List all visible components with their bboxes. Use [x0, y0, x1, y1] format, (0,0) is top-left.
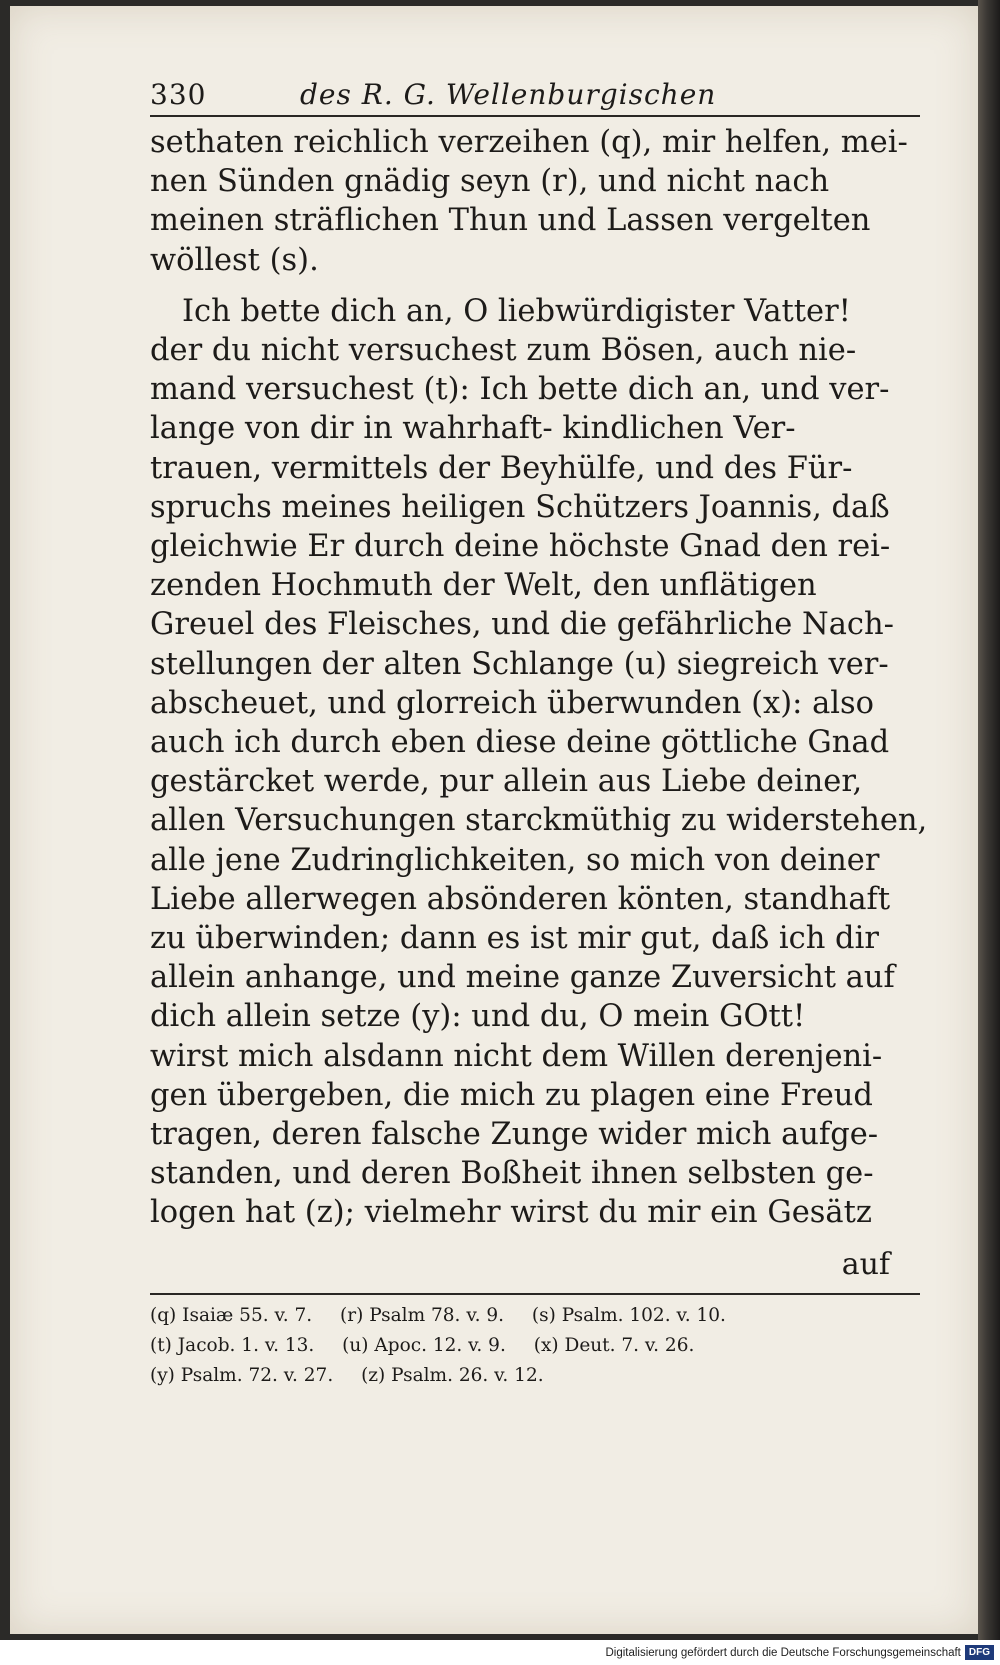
text-line: allen Versuchungen starckmüthig zu widerstehen,	[150, 803, 928, 839]
text-line: standen, und deren Boßheit ihnen selbsten ge-	[150, 1156, 874, 1192]
text-line: Ich bette dich an, O liebwürdigister Vatter!	[182, 293, 851, 329]
text-line: logen hat (z); vielmehr wirst du mir ein Gesätz	[150, 1195, 872, 1231]
book-page	[10, 6, 978, 1634]
text-line: wöllest (s).	[150, 242, 319, 278]
footnote-t: (t) Jacob. 1. v. 13.	[150, 1334, 315, 1356]
running-head	[150, 78, 920, 117]
paragraph-2	[150, 292, 928, 1233]
text-line: Greuel des Fleisches, und die gefährliche Nach-	[150, 607, 894, 643]
funding-credit: Digitalisierung gefördert durch die Deutsche Forschungsgemeinschaft	[605, 1646, 961, 1659]
text-line: gestärcket werde, pur allein aus Liebe deiner,	[150, 764, 863, 800]
footnote-x: (x) Deut. 7. v. 26.	[533, 1334, 695, 1356]
paragraph-1	[150, 123, 920, 280]
text-line: zenden Hochmuth der Welt, den unflätigen	[150, 568, 817, 604]
text-line: zu überwinden; dann es ist mir gut, daß ich dir	[150, 921, 879, 957]
text-line: alle jene Zudringlichkeiten, so mich von deiner	[150, 842, 880, 878]
text-line: abscheuet, und glorreich überwunden (x): also	[150, 685, 875, 721]
text-line: dich allein setze (y): und du, O mein GOtt!	[150, 999, 806, 1035]
text-line: wirst mich alsdann nicht dem Willen derenjeni-	[150, 1038, 883, 1074]
page-number: 330	[150, 78, 207, 111]
text-line: spruchs meines heiligen Schützers Joannis, daß	[150, 489, 890, 525]
digitization-footer	[0, 1640, 1000, 1665]
text-line: meinen sträflichen Thun und Lassen vergelten	[150, 203, 871, 239]
book-spine	[978, 0, 1000, 1640]
footnote-line	[150, 1361, 920, 1391]
page-content	[150, 78, 928, 1391]
text-line: der du nicht versuchest zum Bösen, auch nie-	[150, 333, 857, 369]
text-line: lange von dir in wahrhaft- kindlichen Ver-	[150, 411, 796, 447]
text-line: auch ich durch eben diese deine göttliche Gnad	[150, 725, 890, 761]
text-line: gleichwie Er durch deine höchste Gnad den rei-	[150, 529, 891, 565]
footnote-divider	[150, 1293, 920, 1295]
footnote-s: (s) Psalm. 102. v. 10.	[531, 1304, 726, 1326]
text-line: stellungen der alten Schlange (u) siegreich ver-	[150, 646, 889, 682]
text-line: gen übergeben, die mich zu plagen eine Freud	[150, 1077, 873, 1113]
footnote-line	[150, 1331, 920, 1361]
footnote-q: (q) Isaiæ 55. v. 7.	[150, 1304, 313, 1326]
footnote-line	[150, 1301, 920, 1331]
text-line: mand versuchest (t): Ich bette dich an, und ver-	[150, 372, 890, 408]
text-line: sethaten reichlich verzeihen (q), mir helfen, mei-	[150, 125, 908, 160]
text-line: allein anhange, und meine ganze Zuversicht auf	[150, 960, 895, 996]
footnotes	[150, 1301, 920, 1391]
footnote-u: (u) Apoc. 12. v. 9.	[342, 1334, 506, 1356]
footnote-r: (r) Psalm 78. v. 9.	[340, 1304, 504, 1326]
text-line: tragen, deren falsche Zunge wider mich aufge-	[150, 1117, 879, 1153]
text-line: nen Sünden gnädig seyn (r), und nicht nach	[150, 164, 830, 200]
text-line: Liebe allerwegen absönderen könten, standhaft	[150, 881, 891, 917]
running-title: des R. G. Wellenburgischen	[300, 78, 717, 111]
footnote-y: (y) Psalm. 72. v. 27.	[150, 1364, 334, 1386]
dfg-logo: DFG	[965, 1645, 994, 1660]
catchword: auf	[841, 1246, 890, 1282]
text-line: trauen, vermittels der Beyhülfe, und des Für-	[150, 450, 853, 486]
footnote-z: (z) Psalm. 26. v. 12.	[361, 1364, 544, 1386]
